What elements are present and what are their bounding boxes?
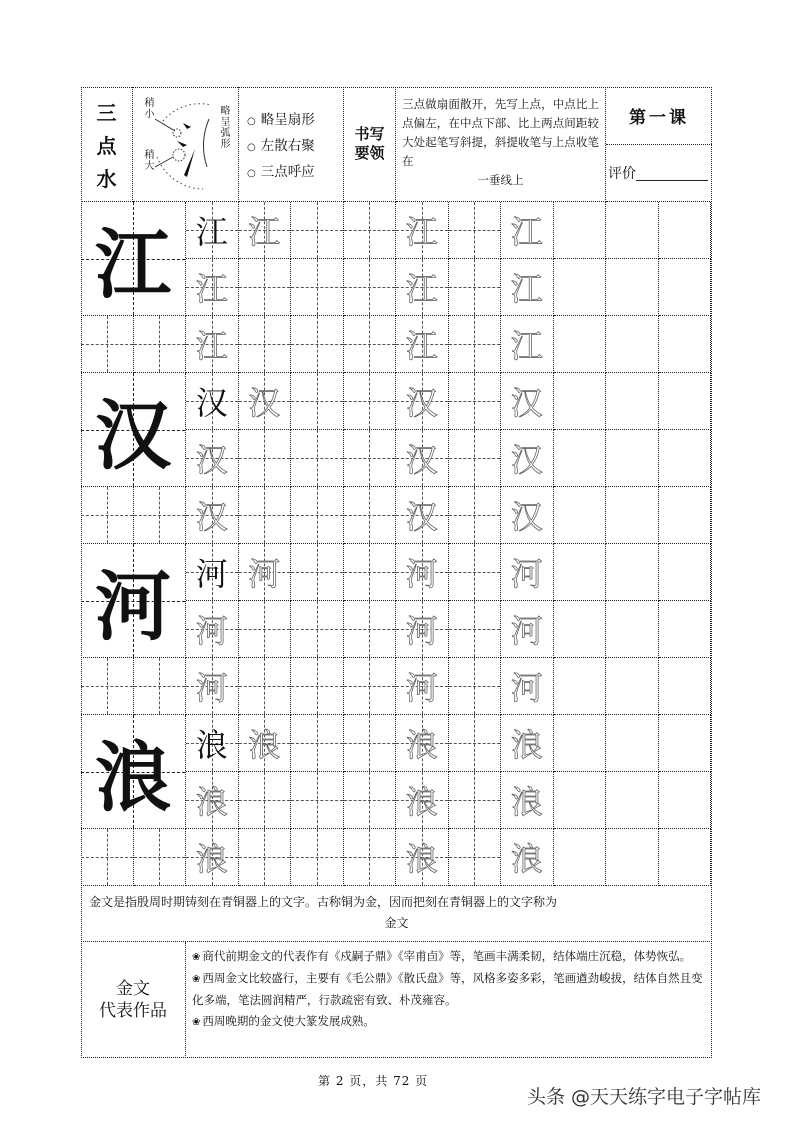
practice-cell[interactable] [291, 373, 344, 430]
practice-cell[interactable] [344, 715, 397, 772]
trace-cell[interactable] [396, 487, 449, 544]
practice-char: 河 [510, 555, 543, 593]
lesson-title: 第一课 [606, 87, 712, 145]
practice-char: 汉 [95, 391, 171, 480]
trace-cell[interactable] [396, 373, 449, 430]
diagram-label-bottom: 稍大 [142, 149, 153, 171]
practice-char: 河 [248, 555, 281, 593]
practice-char: 江 [510, 270, 543, 308]
practice-cell[interactable] [606, 373, 659, 430]
trace-cell[interactable] [186, 487, 239, 544]
trace-cell[interactable] [501, 259, 554, 316]
watermark: 头条 @天天练字电子字帖库 [527, 1086, 762, 1108]
practice-cell[interactable] [291, 316, 344, 373]
diagram-label-top: 稍小 [142, 97, 153, 119]
practice-cell[interactable] [449, 829, 502, 886]
practice-cell[interactable] [291, 430, 344, 487]
practice-cell[interactable] [606, 601, 659, 658]
practice-cell[interactable] [449, 430, 502, 487]
practice-cell[interactable] [606, 430, 659, 487]
practice-char: 汉 [405, 441, 438, 479]
practice-cell[interactable] [554, 487, 607, 544]
practice-cell[interactable] [606, 772, 659, 829]
practice-cell[interactable] [239, 487, 292, 544]
practice-char: 浪 [248, 726, 281, 764]
practice-char: 江 [510, 213, 543, 251]
works-item: ❀ 商代前期金文的代表作有《戍嗣子鼎》《宰甫卣》等，笔画丰满柔韧，结体端庄沉稳，体势恢弘。 [192, 946, 706, 968]
practice-char: 河 [195, 612, 228, 650]
trace-cell[interactable] [501, 202, 554, 259]
tip-item: ○ 三点呼应 [247, 160, 343, 180]
practice-cell[interactable] [134, 829, 187, 886]
practice-char: 河 [195, 555, 228, 593]
practice-cell[interactable] [449, 544, 502, 601]
works-label-line: 金文 [116, 979, 150, 999]
practice-char: 江 [405, 327, 438, 365]
practice-char: 汉 [195, 498, 228, 536]
practice-char: 河 [510, 612, 543, 650]
practice-cell[interactable] [134, 316, 187, 373]
practice-cell[interactable] [659, 373, 712, 430]
trace-cell[interactable] [396, 601, 449, 658]
practice-cell[interactable] [449, 259, 502, 316]
big-model-char [81, 544, 186, 658]
practice-cell[interactable] [291, 715, 344, 772]
evaluation-label: 评价 [608, 166, 636, 182]
practice-cell[interactable] [449, 316, 502, 373]
trace-cell[interactable] [186, 772, 239, 829]
big-model-char [81, 715, 186, 829]
practice-char: 浪 [510, 840, 543, 878]
practice-char: 浪 [510, 783, 543, 821]
description-text: 三点做扇面散开，先写上点，中点比上点偏左，在中点下部、比上两点间距较大处起笔写斜提，斜提收笔与上点收笔在 [402, 97, 599, 168]
info-box [81, 886, 712, 942]
writing-description [396, 87, 606, 202]
practice-char: 河 [405, 555, 438, 593]
description-text-last: 一垂线上 [477, 173, 524, 187]
practice-char: 汉 [248, 384, 281, 422]
practice-cell[interactable] [554, 202, 607, 259]
stroke-tips [239, 87, 344, 202]
trace-cell[interactable] [396, 658, 449, 715]
trace-cell[interactable] [396, 202, 449, 259]
practice-char: 江 [95, 220, 171, 309]
practice-cell[interactable] [134, 658, 187, 715]
practice-cell[interactable] [606, 544, 659, 601]
practice-cell[interactable] [659, 829, 712, 886]
works-list [186, 942, 712, 1058]
works-item: ❀ 西周金文比较盛行，主要有《毛公鼎》《散氏盘》等，风格多姿多彩，笔画遒劲峻拔，结体自然且变化多端，笔法圆润精严，行款疏密有致、朴茂雍容。 [192, 968, 706, 1011]
practice-char: 江 [195, 327, 228, 365]
practice-cell[interactable] [291, 772, 344, 829]
practice-char: 江 [195, 270, 228, 308]
practice-cell[interactable] [659, 487, 712, 544]
practice-cell[interactable] [291, 202, 344, 259]
practice-cell[interactable] [659, 544, 712, 601]
practice-char: 汉 [195, 441, 228, 479]
trace-cell[interactable] [501, 373, 554, 430]
practice-cell[interactable] [554, 316, 607, 373]
practice-char: 浪 [510, 726, 543, 764]
trace-cell[interactable] [501, 658, 554, 715]
practice-char: 汉 [510, 441, 543, 479]
practice-char: 浪 [405, 840, 438, 878]
big-model-char [81, 202, 186, 316]
practice-char: 汉 [510, 498, 543, 536]
practice-cell[interactable] [81, 829, 134, 886]
trace-cell[interactable] [501, 316, 554, 373]
practice-cell[interactable] [344, 487, 397, 544]
tip-item: ○ 左散右聚 [247, 134, 343, 154]
trace-cell[interactable] [501, 715, 554, 772]
key-points-label-line: 书写 [354, 125, 385, 143]
practice-cell[interactable] [344, 544, 397, 601]
trace-cell[interactable] [186, 829, 239, 886]
trace-cell[interactable] [501, 430, 554, 487]
radical-title-char: 水 [96, 166, 117, 191]
practice-cell[interactable] [344, 316, 397, 373]
practice-cell[interactable] [606, 487, 659, 544]
radical-title-char: 点 [96, 133, 117, 158]
trace-cell[interactable] [396, 316, 449, 373]
practice-cell[interactable] [239, 772, 292, 829]
trace-cell[interactable] [186, 316, 239, 373]
info-text: 金文是指殷周时期铸刻在青铜器上的文字。古称铜为金，因而把刻在青铜器上的文字称为 [89, 895, 558, 909]
practice-cell[interactable] [239, 259, 292, 316]
practice-cell[interactable] [291, 259, 344, 316]
trace-cell[interactable] [186, 202, 239, 259]
practice-cell[interactable] [659, 259, 712, 316]
trace-cell[interactable] [396, 259, 449, 316]
practice-cell[interactable] [554, 259, 607, 316]
practice-cell[interactable] [606, 316, 659, 373]
practice-cell[interactable] [449, 772, 502, 829]
trace-cell[interactable] [186, 544, 239, 601]
info-text-last: 金文 [384, 916, 409, 930]
trace-cell[interactable] [186, 601, 239, 658]
evaluation-blank[interactable] [636, 166, 708, 181]
trace-cell[interactable] [396, 829, 449, 886]
page-number: 第 2 页，共 72 页 [318, 1074, 429, 1088]
practice-char: 浪 [195, 840, 228, 878]
practice-cell[interactable] [134, 487, 187, 544]
practice-cell[interactable] [659, 316, 712, 373]
practice-cell[interactable] [239, 658, 292, 715]
practice-cell[interactable] [81, 658, 134, 715]
practice-cell[interactable] [344, 658, 397, 715]
practice-cell[interactable] [239, 601, 292, 658]
practice-cell[interactable] [606, 202, 659, 259]
trace-cell[interactable] [186, 373, 239, 430]
practice-cell[interactable] [239, 316, 292, 373]
practice-cell[interactable] [344, 601, 397, 658]
trace-cell[interactable] [186, 259, 239, 316]
practice-cell[interactable] [344, 772, 397, 829]
trace-cell[interactable] [186, 658, 239, 715]
evaluation-field[interactable] [606, 145, 712, 202]
practice-cell[interactable] [449, 601, 502, 658]
practice-cell[interactable] [659, 430, 712, 487]
practice-cell[interactable] [659, 658, 712, 715]
practice-char: 河 [195, 669, 228, 707]
trace-cell[interactable] [501, 772, 554, 829]
practice-char: 河 [510, 669, 543, 707]
practice-char: 浪 [405, 783, 438, 821]
works-item: ❀ 西周晚期的金文使大篆发展成熟。 [192, 1011, 706, 1033]
trace-cell[interactable] [396, 772, 449, 829]
practice-char: 江 [248, 213, 281, 251]
practice-char: 汉 [195, 384, 228, 422]
practice-cell[interactable] [291, 487, 344, 544]
trace-cell[interactable] [239, 715, 292, 772]
practice-char: 江 [405, 270, 438, 308]
practice-cell[interactable] [554, 601, 607, 658]
practice-cell[interactable] [606, 259, 659, 316]
practice-cell[interactable] [449, 373, 502, 430]
practice-char: 江 [405, 213, 438, 251]
trace-cell[interactable] [501, 487, 554, 544]
practice-char: 江 [510, 327, 543, 365]
key-points-label [344, 87, 396, 202]
three-dot-water-diagram-icon [151, 97, 217, 193]
practice-cell[interactable] [291, 601, 344, 658]
practice-cell[interactable] [449, 658, 502, 715]
practice-cell[interactable] [659, 772, 712, 829]
practice-cell[interactable] [659, 601, 712, 658]
practice-cell[interactable] [344, 430, 397, 487]
big-model-char [81, 373, 186, 487]
practice-char: 河 [95, 562, 171, 651]
diagram-label-right: 略呈弧形 [218, 105, 229, 149]
practice-cell[interactable] [81, 487, 134, 544]
works-label [81, 942, 186, 1058]
practice-char: 河 [405, 669, 438, 707]
trace-cell[interactable] [396, 544, 449, 601]
radical-title [81, 87, 133, 202]
trace-cell[interactable] [186, 430, 239, 487]
practice-cell[interactable] [291, 658, 344, 715]
practice-cell[interactable] [449, 202, 502, 259]
trace-cell[interactable] [501, 829, 554, 886]
trace-cell[interactable] [239, 373, 292, 430]
practice-cell[interactable] [554, 430, 607, 487]
practice-cell[interactable] [554, 658, 607, 715]
works-label-line: 代表作品 [99, 1001, 167, 1021]
practice-char: 河 [405, 612, 438, 650]
practice-cell[interactable] [554, 544, 607, 601]
practice-cell[interactable] [449, 487, 502, 544]
practice-char: 江 [195, 213, 228, 251]
practice-cell[interactable] [291, 544, 344, 601]
practice-char: 浪 [195, 783, 228, 821]
trace-cell[interactable] [396, 430, 449, 487]
trace-cell[interactable] [501, 544, 554, 601]
practice-char: 汉 [405, 498, 438, 536]
tip-item: ○ 略呈扇形 [247, 108, 343, 128]
trace-cell[interactable] [396, 715, 449, 772]
practice-cell[interactable] [81, 316, 134, 373]
practice-cell[interactable] [554, 715, 607, 772]
practice-char: 汉 [405, 384, 438, 422]
stroke-diagram [133, 87, 239, 202]
practice-char: 浪 [95, 733, 171, 822]
practice-cell[interactable] [291, 829, 344, 886]
trace-cell[interactable] [186, 715, 239, 772]
practice-cell[interactable] [659, 715, 712, 772]
practice-cell[interactable] [449, 715, 502, 772]
trace-cell[interactable] [501, 601, 554, 658]
practice-cell[interactable] [606, 715, 659, 772]
practice-char: 浪 [195, 726, 228, 764]
trace-cell[interactable] [239, 202, 292, 259]
practice-cell[interactable] [606, 658, 659, 715]
practice-cell[interactable] [344, 259, 397, 316]
practice-cell[interactable] [554, 829, 607, 886]
radical-title-char: 三 [96, 100, 117, 125]
key-points-label-line: 要领 [354, 144, 385, 162]
practice-cell[interactable] [554, 373, 607, 430]
practice-cell[interactable] [344, 202, 397, 259]
practice-cell[interactable] [606, 829, 659, 886]
practice-cell[interactable] [659, 202, 712, 259]
practice-cell[interactable] [239, 430, 292, 487]
practice-cell[interactable] [344, 373, 397, 430]
practice-cell[interactable] [239, 829, 292, 886]
practice-cell[interactable] [554, 772, 607, 829]
practice-char: 浪 [405, 726, 438, 764]
trace-cell[interactable] [239, 544, 292, 601]
practice-char: 汉 [510, 384, 543, 422]
practice-cell[interactable] [344, 829, 397, 886]
